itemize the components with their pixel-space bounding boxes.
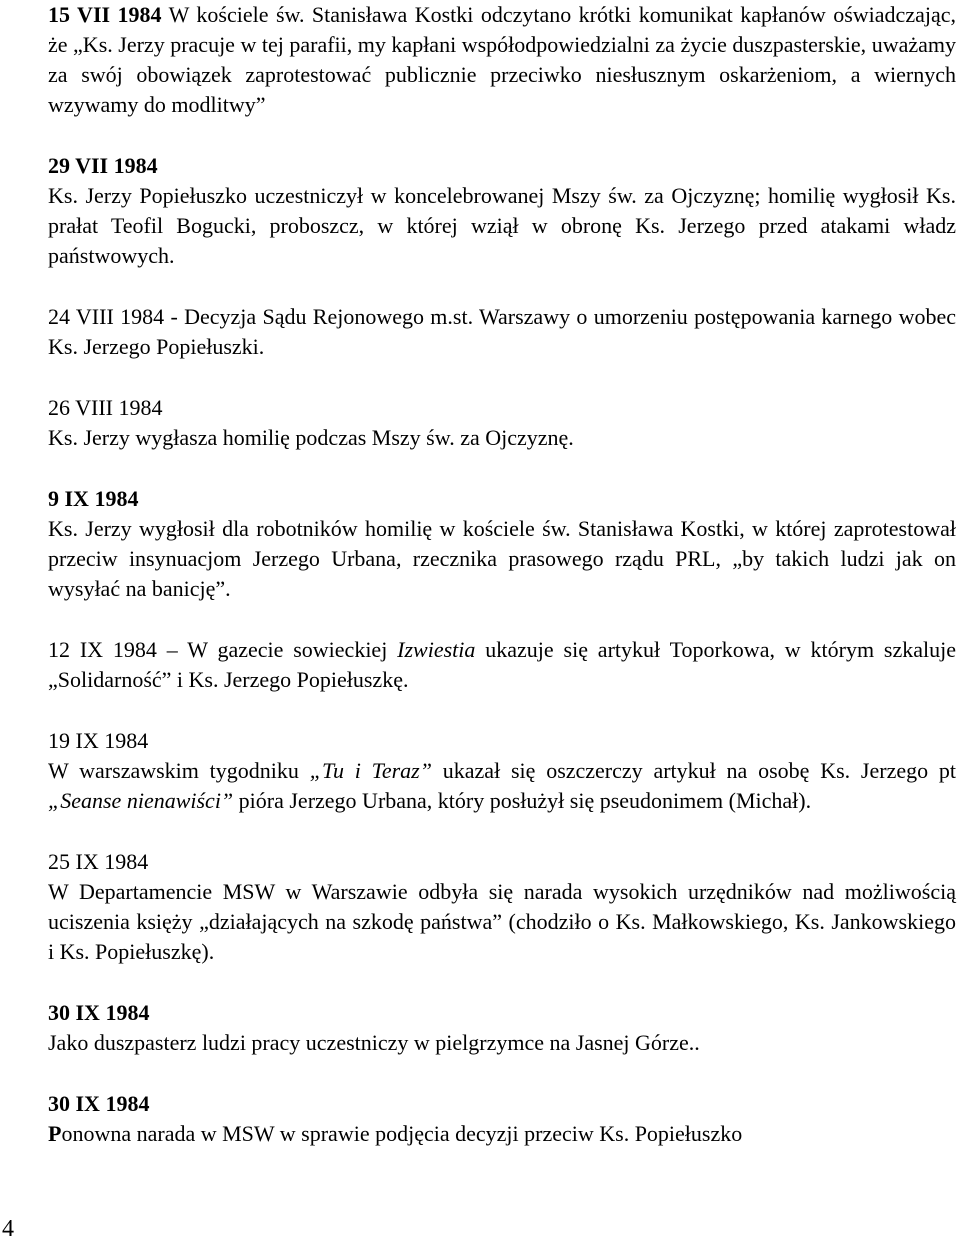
chronology-entry — [48, 1089, 956, 1149]
entry-text-part: W warszawskim tygodniku — [48, 758, 299, 783]
entry-date: 29 VII 1984 — [48, 153, 158, 178]
chronology-entry — [48, 847, 956, 967]
entry-text: W Departamencie MSW w Warszawie odbyła się narada wysokich urzędników nad możliwością uciszenia księży „działających na szkodę państwa” (chodziło o Ks. Małkowskiego, Ks. Jankowskiego i Ks. Popiełuszkę). — [48, 879, 956, 964]
entry-text: Ks. Jerzy Popiełuszko uczestniczył w koncelebrowanej Mszy św. za Ojczyznę; homilię wygłosił Ks. prałat Teofil Bogucki, proboszcz, w której wziął w obronę Ks. Jerzego przed atakami władz państwowych. — [48, 183, 956, 268]
entry-date: 30 IX 1984 — [48, 1000, 150, 1025]
entry-text-part: pióra Jerzego Urbana, który posłużył się pseudonimem (Michał). — [238, 788, 812, 813]
magazine-title: „Tu i Teraz” — [309, 758, 432, 783]
entry-date: 19 IX 1984 — [48, 728, 149, 753]
entry-date: 26 VIII 1984 — [48, 395, 163, 420]
entry-date: 15 VII 1984 — [48, 2, 162, 27]
chronology-entry — [48, 484, 956, 604]
document-page — [48, 0, 956, 1149]
entry-text — [48, 756, 956, 816]
entry-date: 30 IX 1984 — [48, 1091, 150, 1116]
entry-text: - Decyzja Sądu Rejonowego m.st. Warszawy o umorzeniu postępowania karnego wobec Ks. Jerzego Popiełuszki. — [48, 304, 957, 359]
chronology-entry — [48, 998, 956, 1058]
entry-date: 24 VIII 1984 — [48, 304, 165, 329]
entry-date: 12 IX 1984 — [48, 637, 157, 662]
entry-text: – W gazecie sowieckiej — [166, 637, 388, 662]
entry-text — [48, 1119, 956, 1149]
entry-text: Jako duszpasterz ludzi pracy uczestniczy w pielgrzymce na Jasnej Górze.. — [48, 1030, 700, 1055]
chronology-entry — [48, 302, 956, 362]
page-number: 4 — [2, 1216, 14, 1242]
entry-text: W kościele św. Stanisława Kostki odczytano krótki komunikat kapłanów oświadczając, że „Ks. Jerzy pracuje w tej parafii, my kapłani współodpowiedzialni za życie duszpasterskie, uważamy za swój obowiązek zaprotestować publicznie przeciwko niesłusznym oskarżeniom, a wiernych wzywamy do modlitwy” — [48, 2, 956, 117]
entry-date: 25 IX 1984 — [48, 849, 149, 874]
chronology-entry — [48, 0, 956, 120]
article-title: „Seanse nienawiści” — [48, 788, 234, 813]
entry-text: Ks. Jerzy wygłosił dla robotników homilię w kościele św. Stanisława Kostki, w której zaprotestował przeciw insynuacjom Jerzego Urbana, rzecznika prasowego rządu PRL, „by takich ludzi jak on wysyłać na banicję”. — [48, 516, 956, 601]
chronology-entry — [48, 393, 956, 453]
bold-initial: P — [48, 1121, 62, 1146]
entry-text-part: ukazał się oszczerczy artykuł na osobę Ks. Jerzego pt — [442, 758, 957, 783]
chronology-entry — [48, 726, 956, 816]
newspaper-title: Izwiestia — [397, 637, 476, 662]
entry-date: 9 IX 1984 — [48, 486, 139, 511]
entry-text: ukazuje się artykuł Toporkowa, w którym szkaluje „Solidarność” i Ks. Jerzego Popiełuszkę. — [48, 637, 957, 692]
entry-text-part: onowna narada w MSW w sprawie podjęcia decyzji przeciw Ks. Popiełuszko — [61, 1121, 743, 1146]
chronology-entry — [48, 151, 956, 271]
entry-text: Ks. Jerzy wygłasza homilię podczas Mszy św. za Ojczyznę. — [48, 425, 574, 450]
chronology-entry — [48, 635, 956, 695]
